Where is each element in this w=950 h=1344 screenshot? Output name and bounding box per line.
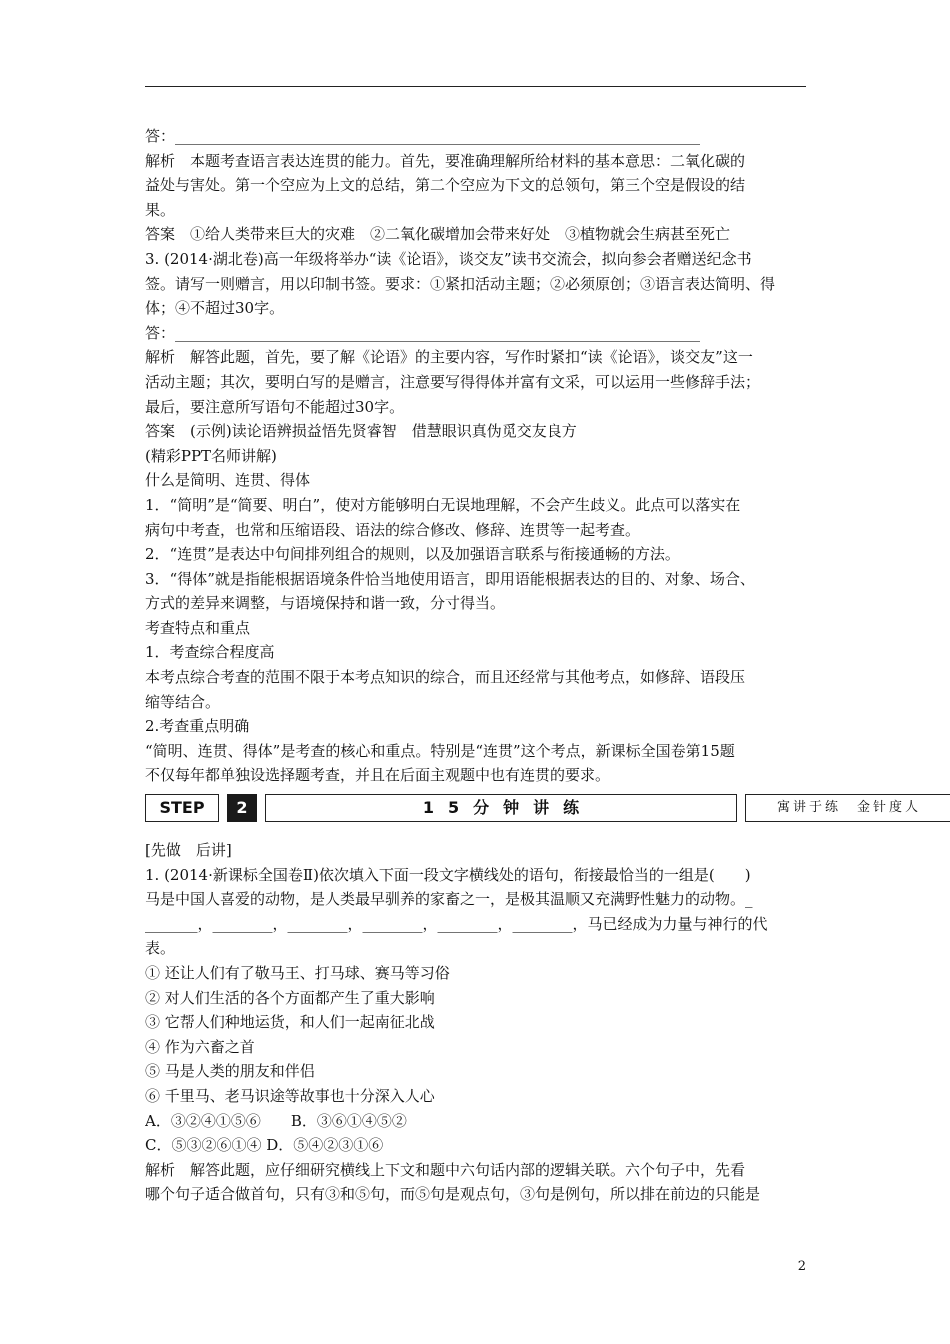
- answer-line-2: 答：______________________________________________________________________: [145, 323, 701, 342]
- sentence-option: ③ 它帮人们种地运货，和人们一起南征北战: [145, 1013, 435, 1032]
- answer-line-1: 答：______________________________________________________________________: [145, 127, 701, 145]
- definition-line: 方式的差异来调整，与语境保持和谐一致，分寸得当。: [145, 594, 506, 613]
- body-line: 缩等结合。: [145, 692, 221, 711]
- page-content: [145, 124, 921, 1207]
- question-1-line: 表。: [145, 939, 176, 958]
- definition-line: 3．“得体”就是指能根据语境条件恰当地使用语言，即用语能根据表达的目的、对象、场合、: [145, 569, 755, 588]
- question-1-line: 1. (2014·新课标全国卷Ⅱ)依次填入下面一段文字横线处的语句，衔接最恰当的一组是( ): [145, 865, 751, 884]
- question-3-line: 体；④不超过30字。: [145, 299, 285, 318]
- analysis-text-line: 解析 本题考查语言表达连贯的能力。首先，要准确理解所给材料的基本意思：二氧化碳的: [145, 151, 746, 170]
- analysis-text-line: 益处与害处。第一个空应为上文的总结，第二个空应为下文的总领句，第三个空是假设的结: [145, 176, 746, 195]
- step-number: 2: [227, 794, 257, 822]
- sentence-option: ⑥ 千里马、老马识途等故事也十分深入人心: [145, 1086, 435, 1105]
- text-block-top: [145, 124, 808, 788]
- instruction-line: [先做 后讲]: [145, 841, 232, 860]
- text-block-bottom: [145, 838, 808, 1207]
- section-note: (精彩PPT名师讲解): [145, 446, 277, 465]
- subheading: 1．考查综合程度高: [145, 643, 275, 662]
- question-3-line: 3. (2014·湖北卷)高一年级将举办“读《论语》，谈交友”读书交流会，拟向参会者赠送纪念书: [145, 249, 752, 268]
- step-banner: [145, 794, 921, 824]
- step-title: 15分钟讲练: [265, 794, 737, 822]
- step-motto: 寓讲于练 金针度人: [745, 794, 950, 822]
- sentence-option: ① 还让人们有了敬马王、打马球、赛马等习俗: [145, 964, 450, 982]
- question-3-line: 签。请写一则赠言，用以印制书签。要求：①紧扣活动主题；②必须原创；③语言表达简明、得: [145, 274, 776, 293]
- header-rule: [145, 86, 806, 87]
- sentence-option: ④ 作为六畜之首: [145, 1037, 255, 1056]
- definition-line: 1．“简明”是“简要、明白”，使对方能够明白无误地理解，不会产生歧义。此点可以落实在: [145, 495, 741, 514]
- definition-line: 病句中考查，也常和压缩语段、语法的综合修改、修辞、连贯等一起考查。: [145, 520, 641, 539]
- analysis-text-line: 果。: [145, 200, 176, 219]
- body-line: 本考点综合考查的范围不限于本考点知识的综合，而且还经常与其他考点，如修辞、语段压: [145, 668, 746, 687]
- sentence-option: ⑤ 马是人类的朋友和伴侣: [145, 1062, 315, 1081]
- answer-text-line: 答案 (示例)读论语辨损益悟先贤睿智 借慧眼识真伪觅交友良方: [145, 422, 577, 441]
- analysis-text-line: 解析 解答此题，应仔细研究横线上下文和题中六句话内部的逻辑关联。六个句子中，先看: [145, 1160, 746, 1179]
- definition-line: 2．“连贯”是表达中句间排列组合的规则，以及加强语言联系与衔接通畅的方法。: [145, 545, 680, 564]
- choice-line: C．⑤③②⑥①④ D．⑤④②③①⑥: [145, 1136, 384, 1155]
- analysis-text-line: 解析 解答此题，首先，要了解《论语》的主要内容，写作时紧扣“读《论语》，谈交友”这一: [145, 348, 753, 367]
- question-1-line: 马是中国人喜爱的动物，是人类最早驯养的家畜之一，是极其温顺又充满野性魅力的动物。_: [145, 890, 753, 909]
- analysis-text-line: 最后，要注意所写语句不能超过30字。: [145, 397, 405, 416]
- body-line: 不仅每年都单独设选择题考查，并且在后面主观题中也有连贯的要求。: [145, 766, 611, 785]
- question-1-line: _______，________，________，________，________，________，马已经成为力量与神行的代: [145, 914, 768, 933]
- section-heading: 考查特点和重点: [145, 618, 251, 637]
- step-label: STEP: [145, 794, 219, 822]
- analysis-text-line: 活动主题；其次，要明白写的是赠言，注意要写得得体并富有文采，可以运用一些修辞手法；: [145, 372, 761, 391]
- subheading: 2.考查重点明确: [145, 717, 250, 736]
- sentence-option: ② 对人们生活的各个方面都产生了重大影响: [145, 988, 435, 1007]
- answer-text-line: 答案 ①给人类带来巨大的灾难 ②二氧化碳增加会带来好处 ③植物就会生病甚至死亡: [145, 225, 731, 244]
- page-number: 2: [797, 1259, 806, 1274]
- analysis-text-line: 哪个句子适合做首句，只有③和⑤句，而⑤句是观点句，③句是例句，所以排在前边的只能是: [145, 1185, 761, 1204]
- choice-line: A．③②④①⑤⑥ B．③⑥①④⑤②: [145, 1111, 407, 1130]
- section-heading: 什么是简明、连贯、得体: [145, 471, 311, 490]
- body-line: “简明、连贯、得体”是考查的核心和重点。特别是“连贯”这个考点，新课标全国卷第15题: [145, 741, 735, 760]
